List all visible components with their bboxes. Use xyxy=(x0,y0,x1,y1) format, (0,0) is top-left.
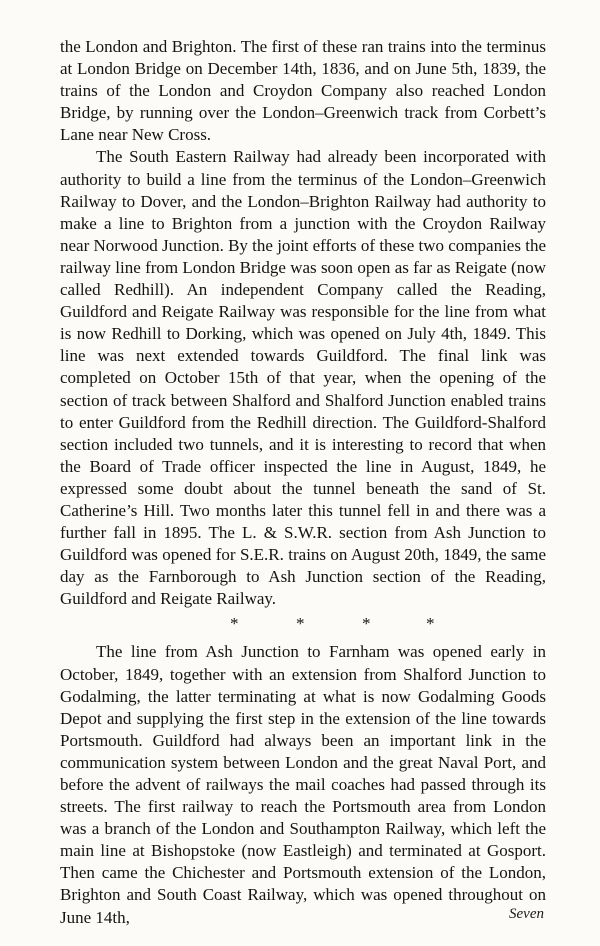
section-break xyxy=(60,613,546,635)
body-text xyxy=(60,36,546,929)
paragraph-continuation: the London and Brighton. The first of these ran trains into the terminus at London Bridge on December 14th, 1836, and on June 5th, 1839, the trains of the London and Croydon Company also reached London Bridge, by running over the London–Greenwich track from Corbett’s Lane near New Cross. xyxy=(60,37,546,145)
section-break-star: * xyxy=(296,614,305,634)
section-break-star: * xyxy=(230,614,239,634)
paragraph-ash-junction: The line from Ash Junction to Farnham was opened early in October, 1849, together with an extension from Shalford Junction to Godalming, the latter terminating at what is now Godalming Goods Depot and supplying the first step in the extension of the line towards Portsmouth. Guildford had always been an important link in the communication system between London and the great Naval Port, and before the advent of railways the mail coaches had passed through its streets. The first railway to reach the Portsmouth area from London was a branch of the London and Southampton Railway, which left the main line at Bishopstoke (now Eastleigh) and terminated at Gosport. Then came the Chichester and Portsmouth extension of the London, Brighton and South Coast Railway, which was opened throughout on June 14th, xyxy=(60,642,546,927)
paragraph-south-eastern-railway: The South Eastern Railway had already been incorporated with authority to build a line from the terminus of the London–Greenwich Railway to Dover, and the London–Brighton Railway had authority to make a line to Brighton from a junction with the Croydon Railway near Norwood Junction. By the joint efforts of these two companies the railway line from London Bridge was soon open as far as Reigate (now called Redhill). An independent Company called the Reading, Guildford and Reigate Railway was responsible for the line from what is now Redhill to Dorking, which was opened on July 4th, 1849. This line was next extended towards Guildford. The final link was completed on October 15th of that year, when the opening of the section of track between Shalford and Shalford Junction enabled trains to enter Guildford from the Redhill direction. The Guildford-Shalford section included two tunnels, and it is interesting to record that when the Board of Trade officer inspected the line in August, 1849, he expressed some doubt about the tunnel beneath the sand of St. Catherine’s Hill. Two months later this tunnel fell in and there was a further fall in 1895. The L. & S.W.R. section from Ash Junction to Guildford was opened for S.E.R. trains on August 20th, 1849, the same day as the Farnborough to Ash Junction section of the Reading, Guildford and Reigate Railway. xyxy=(60,147,546,609)
page-number: Seven xyxy=(509,906,544,922)
section-break-star: * xyxy=(362,614,371,634)
section-break-star: * xyxy=(426,614,435,634)
